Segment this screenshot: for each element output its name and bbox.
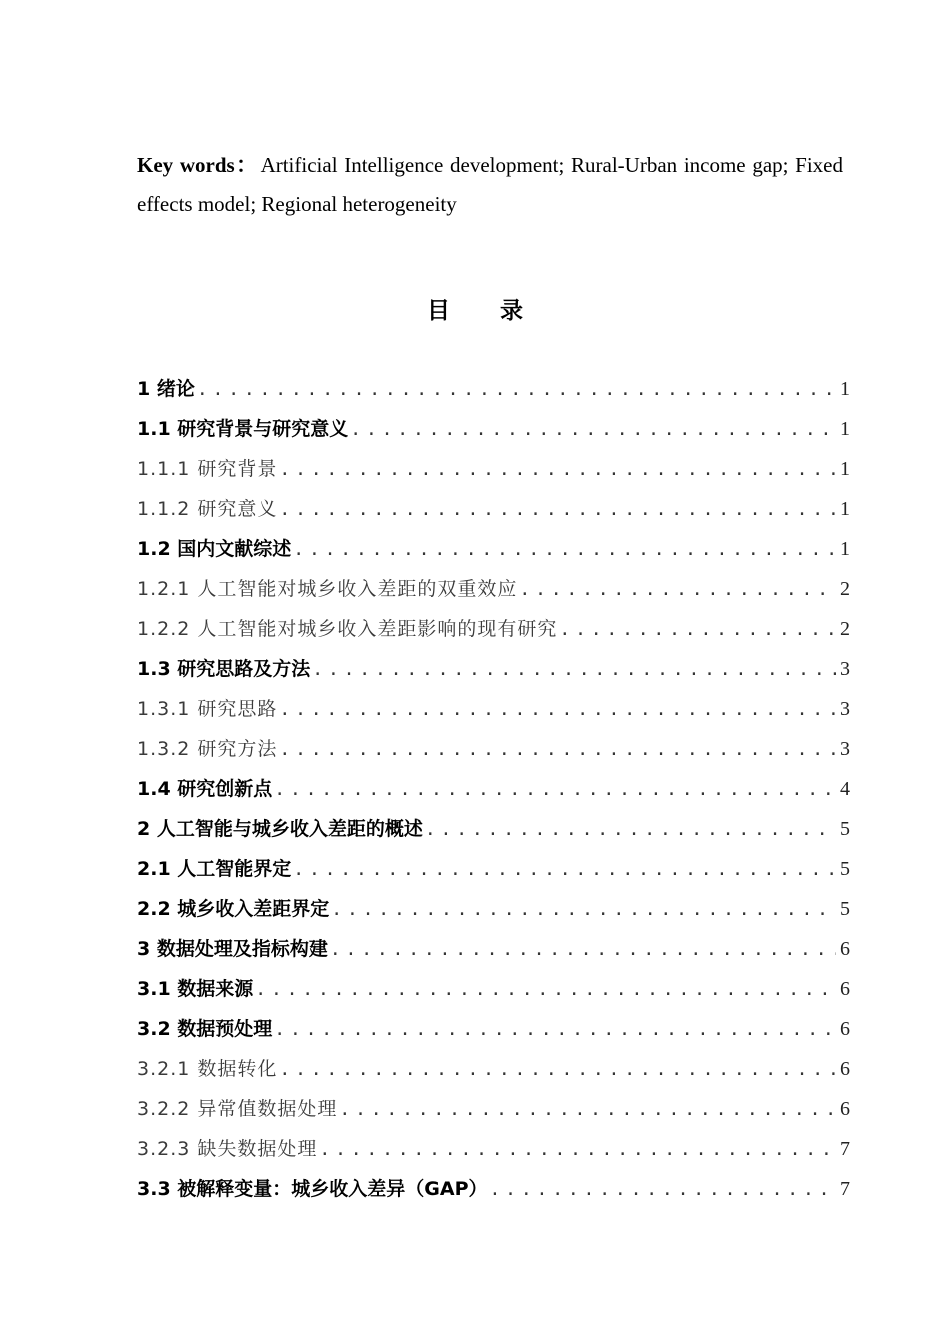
toc-entry[interactable] (137, 769, 850, 809)
toc-dot-leader (425, 810, 836, 850)
toc-entry-title: 1.2.2 人工智能对城乡收入差距影响的现有研究 (137, 618, 558, 640)
toc-entry[interactable] (137, 969, 850, 1009)
keywords-text: Artificial Intelligence development; Rural-Urban income gap; Fixed effects model; Regional heterogeneity (137, 153, 843, 216)
toc-entry[interactable] (137, 1129, 850, 1169)
toc-dot-leader (293, 850, 836, 890)
toc-page-number: 3 (840, 738, 850, 760)
toc-page-number: 2 (840, 618, 850, 640)
toc-entry-title: 3.2.2 异常值数据处理 (137, 1098, 338, 1120)
toc-entry-title: 2 人工智能与城乡收入差距的概述 (137, 818, 423, 840)
toc-entry[interactable] (137, 889, 850, 929)
toc-page-number: 1 (840, 418, 850, 440)
toc-page-number: 7 (840, 1138, 850, 1160)
toc-dot-leader (293, 530, 836, 570)
toc-page-number: 1 (840, 458, 850, 480)
toc-dot-leader (339, 1090, 836, 1130)
toc-entry-title: 1.1 研究背景与研究意义 (137, 418, 349, 440)
toc-dot-leader (331, 890, 836, 930)
toc-entry-title: 1.1.2 研究意义 (137, 498, 278, 520)
toc-entry[interactable] (137, 1009, 850, 1049)
toc-entry-title: 3.2.3 缺失数据处理 (137, 1138, 318, 1160)
toc-entry-title: 1.2 国内文献综述 (137, 538, 292, 560)
toc-dot-leader (559, 610, 836, 650)
toc-entry[interactable] (137, 809, 850, 849)
toc-entry-title: 2.1 人工智能界定 (137, 858, 292, 880)
toc-entry-title: 1 绪论 (137, 378, 195, 400)
toc-dot-leader (279, 1050, 836, 1090)
toc-entry[interactable] (137, 729, 850, 769)
toc-dot-leader (274, 1010, 836, 1050)
toc-page-number: 6 (840, 1018, 850, 1040)
toc-dot-leader (519, 570, 836, 610)
toc-entry-title: 1.4 研究创新点 (137, 778, 273, 800)
toc-page-number: 6 (840, 978, 850, 1000)
toc-entry[interactable] (137, 1089, 850, 1129)
toc-entry-title: 2.2 城乡收入差距界定 (137, 898, 330, 920)
toc-entry-title: 3.1 数据来源 (137, 978, 254, 1000)
toc-entry-title: 3.2 数据预处理 (137, 1018, 273, 1040)
toc-dot-leader (312, 650, 836, 690)
table-of-contents (137, 369, 850, 1209)
toc-entry[interactable] (137, 1049, 850, 1089)
toc-dot-leader (255, 970, 836, 1010)
keywords-label: Key words： (137, 153, 259, 177)
toc-entry[interactable] (137, 369, 850, 409)
toc-page-number: 2 (840, 578, 850, 600)
toc-entry[interactable] (137, 449, 850, 489)
toc-entry[interactable] (137, 1169, 850, 1209)
toc-page-number: 1 (840, 538, 850, 560)
toc-page-number: 1 (840, 498, 850, 520)
toc-entry-title: 1.2.1 人工智能对城乡收入差距的双重效应 (137, 578, 518, 600)
toc-page-number: 5 (840, 858, 850, 880)
toc-dot-leader (279, 450, 836, 490)
toc-dot-leader (350, 410, 836, 450)
toc-entry[interactable] (137, 689, 850, 729)
toc-page-number: 5 (840, 818, 850, 840)
toc-dot-leader (490, 1170, 837, 1210)
toc-entry[interactable] (137, 529, 850, 569)
keywords-paragraph (137, 146, 843, 224)
toc-entry-title: 1.3.2 研究方法 (137, 738, 278, 760)
toc-page-number: 7 (840, 1178, 850, 1200)
toc-page-number: 5 (840, 898, 850, 920)
toc-entry-title: 3.2.1 数据转化 (137, 1058, 278, 1080)
toc-entry[interactable] (137, 649, 850, 689)
toc-dot-leader (279, 730, 836, 770)
toc-page-number: 1 (840, 378, 850, 400)
toc-dot-leader (197, 370, 836, 410)
toc-page-number: 3 (840, 658, 850, 680)
toc-entry[interactable] (137, 929, 850, 969)
toc-entry[interactable] (137, 489, 850, 529)
toc-entry-title: 3.3 被解释变量：城乡收入差异（GAP） (137, 1178, 488, 1200)
toc-dot-leader (279, 490, 836, 530)
toc-page-number: 6 (840, 1098, 850, 1120)
toc-entry[interactable] (137, 849, 850, 889)
toc-entry[interactable] (137, 609, 850, 649)
toc-dot-leader (274, 770, 836, 810)
toc-page-number: 6 (840, 1058, 850, 1080)
toc-page-number: 6 (840, 938, 850, 960)
toc-entry-title: 1.3.1 研究思路 (137, 698, 278, 720)
toc-dot-leader (279, 690, 836, 730)
toc-entry[interactable] (137, 409, 850, 449)
toc-page-number: 3 (840, 698, 850, 720)
toc-title: 目录 (427, 298, 573, 324)
toc-entry-title: 3 数据处理及指标构建 (137, 938, 328, 960)
toc-entry-title: 1.3 研究思路及方法 (137, 658, 311, 680)
toc-dot-leader (330, 930, 836, 970)
toc-page-number: 4 (840, 778, 850, 800)
toc-entry[interactable] (137, 569, 850, 609)
toc-dot-leader (319, 1130, 836, 1170)
toc-entry-title: 1.1.1 研究背景 (137, 458, 278, 480)
